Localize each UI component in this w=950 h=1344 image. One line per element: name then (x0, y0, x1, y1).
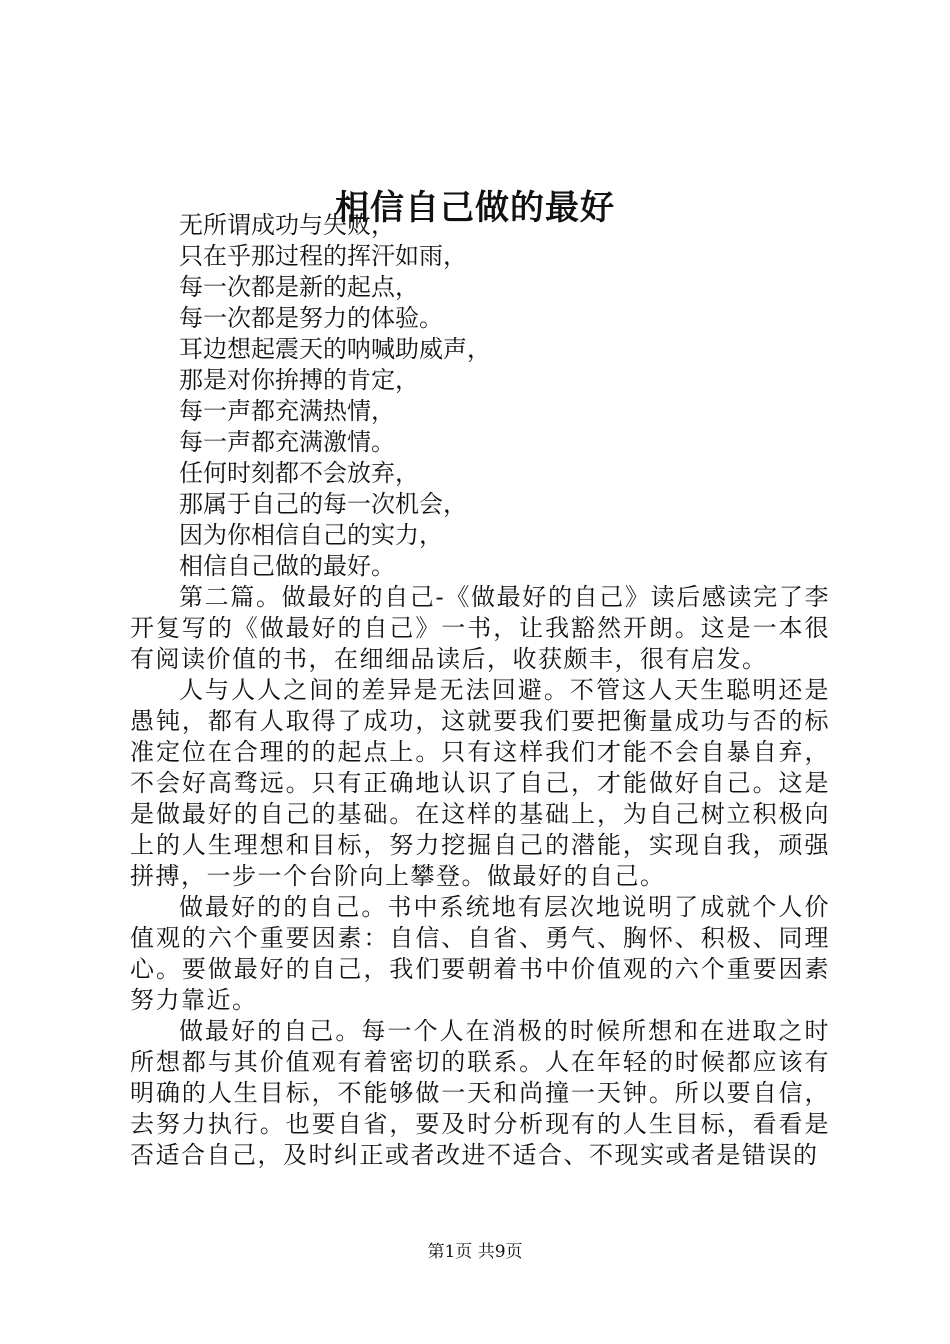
document-title: 相信自己做的最好 (335, 188, 615, 228)
document-body (130, 210, 830, 1171)
poem-line: 任何时刻都不会放弃， (179, 459, 419, 487)
poem-line: 每一次都是努力的体验。 (179, 304, 443, 332)
poem (130, 210, 830, 582)
poem-line: 那属于自己的每一次机会， (179, 490, 467, 518)
poem-line: 每一声都充满热情， (179, 397, 395, 425)
poem-line: 耳边想起震天的呐喊助威声， (179, 335, 491, 363)
body-paragraph: 第二篇。做最好的自己-《做最好的自己》读后感读完了李开复写的《做最好的自己》一书，让我豁然开朗。这是一本很有阅读价值的书，在细细品读后，收获颇丰，很有启发。 (130, 583, 830, 673)
poem-line: 那是对你拚搏的肯定， (179, 366, 419, 394)
body-paragraph: 人与人人之间的差异是无法回避。不管这人天生聪明还是愚钝，都有人取得了成功，这就要我们要把衡量成功与否的标准定位在合理的的起点上。只有这样我们才能不会自暴自弃，不会好高骛远。只有正确地认识了自己，才能做好自己。这是是做最好的自己的基础。在这样的基础上，为自己树立积极向上的人生理想和目标，努力挖掘自己的潜能，实现自我，顽强拼搏，一步一个台阶向上攀登。做最好的自己。 (130, 676, 830, 890)
poem-line: 因为你相信自己的实力， (179, 521, 443, 549)
poem-line: 相信自己做的最好。 (179, 552, 395, 580)
poem-line: 每一声都充满激情。 (179, 428, 395, 456)
body-paragraph: 做最好的的自己。书中系统地有层次地说明了成就个人价值观的六个重要因素：自信、自省、勇气、胸怀、积极、同理心。要做最好的自己，我们要朝着书中价值观的六个重要因素努力靠近。 (130, 893, 830, 1014)
poem-line: 每一次都是新的起点， (179, 273, 419, 301)
poem-line: 只在乎那过程的挥汗如雨， (179, 242, 467, 270)
body-paragraph: 做最好的自己。每一个人在消极的时候所想和在进取之时所想都与其价值观有着密切的联系。人在年轻的时候都应该有明确的人生目标，不能够做一天和尚撞一天钟。所以要自信，去努力执行。也要自省，要及时分析现有的人生目标，看看是否适合自己，及时纠正或者改进不适合、不现实或者是错误的 (130, 1017, 830, 1169)
poem-line: 无所谓成功与失败， (179, 211, 395, 239)
page-footer: 第1页 共9页 (427, 1242, 523, 1262)
